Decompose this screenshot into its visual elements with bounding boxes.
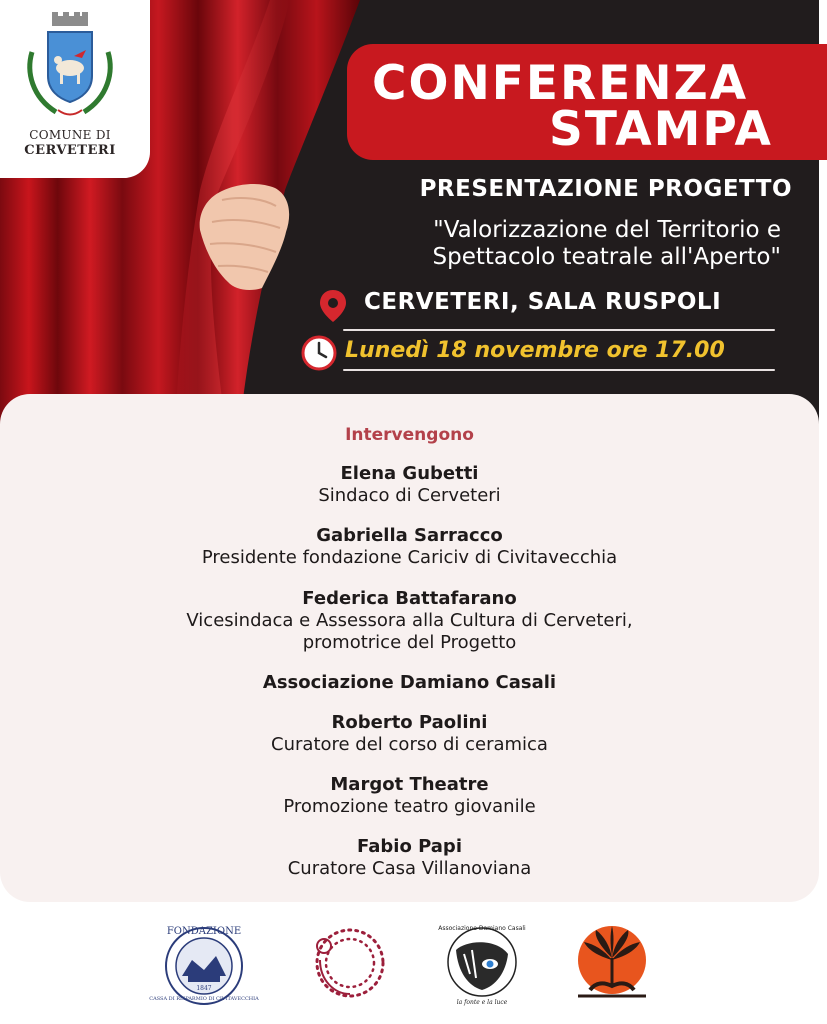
speaker-entry: [0, 672, 819, 694]
speaker-entry: [0, 774, 819, 818]
fondazione-cassa-risparmio-civitavecchia-logo-icon: [149, 920, 259, 1008]
event-datetime: Lunedì 18 novembre ore 17.00: [345, 338, 725, 363]
speaker-entry: [0, 463, 819, 507]
partner-logos-row: [0, 920, 819, 1010]
damiano-casali-logo-text: Associazione Damiano Casali: [438, 925, 526, 932]
speaker-entry: [0, 836, 819, 880]
etruscan-palmette-logo-icon: [570, 920, 654, 1004]
speaker-name: Margot Theatre: [330, 774, 489, 795]
speakers-heading: Intervengono: [345, 425, 474, 445]
speaker-role-continued: promotrice del Progetto: [302, 632, 517, 653]
project-title-line2: Spettacolo teatrale all'Aperto": [432, 244, 781, 270]
speaker-role: Promozione teatro giovanile: [283, 796, 536, 817]
speaker-name: Gabriella Sarracco: [316, 525, 503, 546]
event-location: CERVETERI, SALA RUSPOLI: [364, 289, 722, 315]
speaker-role: Sindaco di Cerveteri: [318, 485, 501, 506]
dotted-circle-logo-icon: [308, 920, 392, 1006]
title-line1: CONFERENZA: [372, 56, 749, 111]
speaker-entry: [0, 588, 819, 654]
speaker-name: Federica Battafarano: [302, 588, 517, 609]
speaker-name: Roberto Paolini: [331, 712, 488, 733]
speaker-role: Vicesindaca e Assessora alla Cultura di Cerveteri,: [186, 610, 633, 631]
fondazione-logo-ring-text: CASSA DI RISPARMIO DI CIVITAVECCHIA: [149, 996, 259, 1002]
speaker-name: Fabio Papi: [357, 836, 462, 857]
speaker-name: Associazione Damiano Casali: [262, 672, 557, 693]
speaker-role: Presidente fondazione Cariciv di Civitavecchia: [201, 547, 618, 568]
divider-line: [343, 329, 775, 331]
speaker-role: Curatore Casa Villanoviana: [287, 858, 532, 879]
speaker-name: Elena Gubetti: [340, 463, 479, 484]
clock-icon: [301, 335, 337, 371]
comune-di-cerveteri-crest-icon: [22, 12, 118, 124]
title-line2: STAMPA: [549, 102, 773, 157]
fondazione-logo-text: FONDAZIONE: [166, 926, 242, 937]
logo-text-line2: CERVETERI: [24, 143, 116, 158]
location-pin-icon: [317, 288, 349, 324]
logo-text-line1: COMUNE DI: [29, 128, 111, 142]
fondazione-logo-year: 1847: [196, 985, 212, 992]
associazione-damiano-casali-logo-icon: [436, 920, 528, 1008]
project-title-line1: "Valorizzazione del Territorio e: [433, 217, 781, 243]
presentation-heading: PRESENTAZIONE PROGETTO: [419, 176, 792, 202]
speaker-entry: [0, 712, 819, 756]
speaker-role: Curatore del corso di ceramica: [271, 734, 548, 755]
speaker-entry: [0, 525, 819, 569]
damiano-casali-logo-motto: la fonte e la luce: [456, 999, 508, 1006]
divider-line: [343, 369, 775, 371]
comune-logo-card: [0, 0, 150, 178]
